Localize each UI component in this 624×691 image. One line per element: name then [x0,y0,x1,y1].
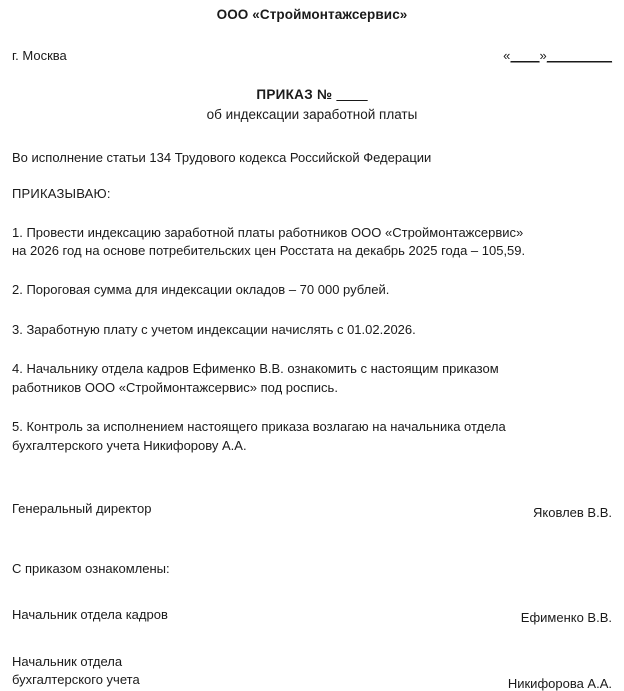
acknowledgement-row [12,606,612,624]
clause-line: 1. Провести индексацию заработной платы работников ООО «Строймонтажсервис» [12,224,524,240]
director-role: Генеральный директор [12,501,152,517]
acknowledgement-row [12,653,612,690]
organization-name: ООО «Строймонтажсервис» [216,7,408,22]
place-label: г. Москва [12,47,67,63]
clause-line: 3. Заработную плату с учетом индексации начислять с 01.02.2026. [12,321,416,337]
acknowledger-role [12,606,168,624]
clause-line: 2. Пороговая сумма для индексации окладов – 70 000 рублей. [12,282,390,298]
date-blank-field[interactable] [503,49,612,62]
clause-item [12,321,612,339]
acknowledger-name: Ефименко В.В. [520,610,612,626]
clause-item [12,418,612,455]
acknowledger-role-line: бухгалтерского учета [12,672,140,688]
acknowledgement-intro: С приказом ознакомлены: [12,560,170,576]
date-day-blank: ____ [510,47,540,63]
clause-line: бухгалтерского учета Никифорову А.А. [12,437,247,453]
command-word: ПРИКАЗЫВАЮ: [12,185,111,201]
place-date-row [12,49,612,62]
clause-item [12,224,612,261]
date-month-year-blank: _________ [546,47,612,63]
clause-line: 5. Контроль за исполнением настоящего приказа возлагаю на начальника отдела [12,419,506,435]
acknowledger-name: Никифорова А.А. [507,675,612,691]
document-title-text: ПРИКАЗ № [256,86,333,102]
date-quote-open: « [503,47,511,63]
director-signature-row [12,500,612,518]
document-subtitle: об индексации заработной платы [206,107,418,122]
acknowledger-role [12,653,140,690]
clause-line: 4. Начальнику отдела кадров Ефименко В.В. ознакомить с настоящим приказом [12,361,499,377]
clause-item [12,360,612,397]
preamble-text: Во исполнение статьи 134 Трудового кодекса Российской Федерации [12,149,432,165]
clause-item [12,281,612,299]
clause-list [12,224,612,456]
title-block [12,88,612,122]
director-name: Яковлев В.В. [533,504,612,520]
acknowledger-role-line: Начальник отдела кадров [12,606,168,622]
document-number-blank[interactable]: ____ [336,86,368,102]
clause-line: на 2026 год на основе потребительских цен Росстата на декабрь 2025 года – 105,59. [12,242,526,258]
acknowledger-role-line: Начальник отдела [12,654,123,670]
clause-line: работников ООО «Строймонтажсервис» под роспись. [12,379,338,395]
date-quote-close: » [539,47,547,63]
document-title [12,88,612,102]
